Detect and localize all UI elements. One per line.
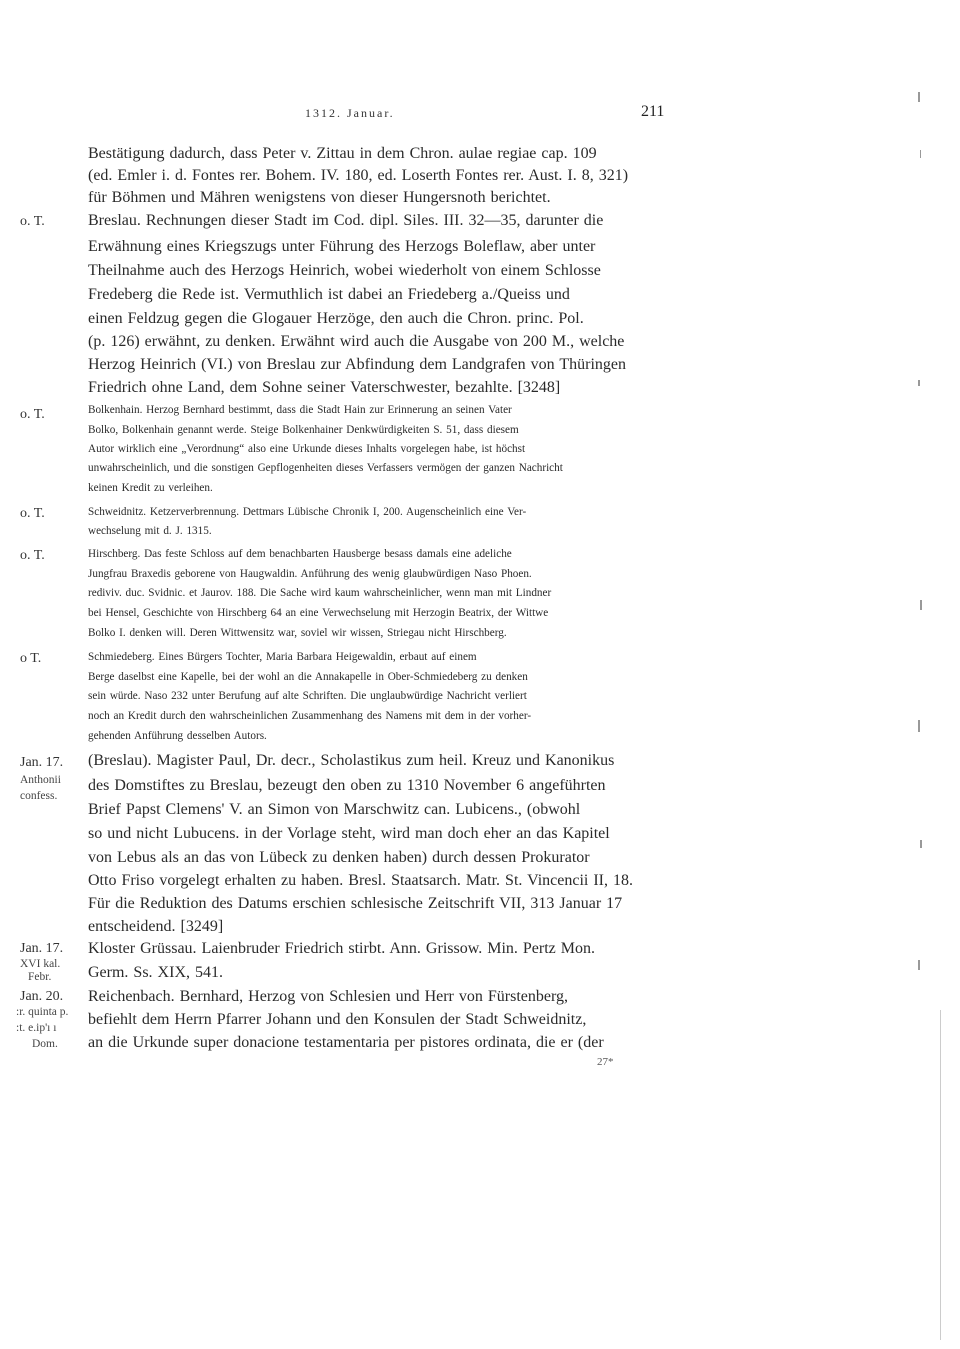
text-line: Breslau. Rechnungen dieser Stadt im Cod. dipl. Siles. III. 32—35, darunter die — [88, 212, 604, 229]
text-line: Friedrich ohne Land, dem Sohne seiner Vaterschwester, bezahlte. [3248] — [88, 379, 561, 396]
scan-artifact — [920, 150, 921, 158]
text-line: Herzog Heinrich (VI.) von Breslau zur Abfindung dem Landgrafen von Thüringen — [88, 356, 626, 373]
scan-edge-line — [940, 1010, 941, 1340]
margin-note: o. T. — [20, 506, 45, 521]
margin-note: o. T. — [20, 214, 45, 229]
margin-note: :r. quinta p. — [16, 1006, 69, 1018]
text-line: gehenden Anführung desselben Autors. — [88, 730, 267, 742]
text-line: Bolko, Bolkenhain genannt werde. Steige Bolkenhainer Denkwürdigkeiten S. 51, dass diesem — [88, 424, 519, 436]
text-line: (p. 126) erwähnt, zu denken. Erwähnt wird auch die Ausgabe von 200 M., welche — [88, 333, 625, 350]
text-line: Bolko I. denken will. Deren Wittwensitz war, soviel wir wissen, Striegau nicht Hirschberg. — [88, 627, 507, 639]
running-header: 1312. Januar. — [305, 106, 395, 120]
text-line: Schmiedeberg. Eines Bürgers Tochter, Maria Barbara Heigewaldin, erbaut auf einem — [88, 651, 477, 663]
scan-artifact — [918, 720, 920, 732]
text-line: Berge daselbst eine Kapelle, bei der wohl an die Annakapelle in Ober-Schmiedeberg zu denken — [88, 671, 528, 683]
text-line: Autor wirklich eine „Verordnung“ also eine Urkunde dieses Inhalts vorgelegen habe, ist höchst — [88, 443, 526, 455]
text-line: Für die Reduktion des Datums erschien schlesische Zeitschrift VII, 313 Januar 17 — [88, 895, 623, 912]
text-line: Erwähnung eines Kriegszugs unter Führung des Herzogs Boleflaw, aber unter — [88, 238, 596, 255]
text-line: Schweidnitz. Ketzerverbrennung. Dettmars Lübische Chronik I, 200. Augenscheinlich eine Ver- — [88, 506, 527, 518]
margin-note: Jan. 20. — [20, 989, 64, 1004]
text-line: befiehlt dem Herrn Pfarrer Johann und den Konsulen der Stadt Schweidnitz, — [88, 1011, 587, 1028]
text-line: Theilnahme auch des Herzogs Heinrich, wobei wiederholt von einem Schlosse — [88, 262, 601, 279]
text-line: Germ. Ss. XIX, 541. — [88, 964, 223, 981]
scan-artifact — [918, 960, 920, 970]
signature-mark: 27* — [597, 1056, 614, 1068]
text-line: Fredeberg die Rede ist. Vermuthlich ist dabei an Friedeberg a./Queiss und — [88, 286, 570, 303]
text-line: Hirschberg. Das feste Schloss auf dem benachbarten Hausberge besass damals eine adeliche — [88, 548, 512, 560]
text-line: rediviv. duc. Svidnic. et Jaurov. 188. Die Sache wird kaum wahrscheinlicher, wenn man mit Lindner — [88, 587, 552, 599]
text-line: Bolkenhain. Herzog Bernhard bestimmt, dass die Stadt Hain zur Erinnerung an seinen Vater — [88, 404, 512, 416]
text-line: Reichenbach. Bernhard, Herzog von Schlesien und Herr von Fürstenberg, — [88, 988, 569, 1005]
text-line: Otto Friso vorgelegt erhalten zu haben. Bresl. Staatsarch. Matr. St. Vincencii II, 18. — [88, 872, 633, 889]
text-line: Kloster Grüssau. Laienbruder Friedrich stirbt. Ann. Grissow. Min. Pertz Mon. — [88, 940, 595, 957]
margin-note: Dom. — [32, 1038, 58, 1050]
scan-artifact — [918, 92, 920, 102]
margin-note: Jan. 17. — [20, 941, 64, 956]
text-line: des Domstiftes zu Breslau, bezeugt den oben zu 1310 November 6 angeführten — [88, 777, 606, 794]
text-line: sein würde. Naso 232 unter Berufung auf alte Schriften. Die unglaubwürdige Nachricht verliert — [88, 690, 527, 702]
text-line: noch an Kredit durch den wahrscheinlichen Zusammenhang des Namens mit dem in der vorher- — [88, 710, 532, 722]
text-line: entscheidend. [3249] — [88, 918, 224, 935]
text-line: von Lebus als an das von Lübeck zu denken haben) durch dessen Prokurator — [88, 849, 590, 866]
scan-artifact — [920, 840, 922, 848]
text-line: bei Hensel, Geschichte von Hirschberg 64 an eine Verwechselung mit Herzogin Beatrix, der Wittwe — [88, 607, 549, 619]
page-number: 211 — [641, 103, 665, 120]
text-line: keinen Kredit zu verleihen. — [88, 482, 213, 494]
margin-note: confess. — [20, 790, 58, 802]
text-line: Brief Papst Clemens' V. an Simon von Marschwitz can. Lubicens., (obwohl — [88, 801, 581, 818]
scan-artifact — [918, 380, 920, 386]
margin-note: :t. e.ip'ı ı — [16, 1022, 57, 1034]
text-line: Jungfrau Braxedis geborene von Haugwaldin. Anführung des wenig glaubwürdigen Naso Phoen. — [88, 568, 532, 580]
margin-note: XVI kal. — [20, 958, 61, 970]
margin-note: Jan. 17. — [20, 755, 64, 770]
text-line: an die Urkunde super donacione testamentaria per pistores ordinata, die er (der — [88, 1034, 604, 1051]
margin-note: o T. — [20, 651, 42, 666]
text-line: (Breslau). Magister Paul, Dr. decr., Scholastikus zum heil. Kreuz und Kanonikus — [88, 752, 615, 769]
text-line: so und nicht Lubucens. in der Vorlage steht, wird man doch eher an das Kapitel — [88, 825, 610, 842]
text-line: unwahrscheinlich, und die sonstigen Gepflogenheiten dieses Verfassers vermögen der ganzen Nachricht — [88, 462, 563, 474]
text-line: (ed. Emler i. d. Fontes rer. Bohem. IV. 180, ed. Loserth Fontes rer. Aust. I. 8, 321) — [88, 167, 629, 184]
text-line: Bestätigung dadurch, dass Peter v. Zittau in dem Chron. aulae regiae cap. 109 — [88, 145, 597, 162]
text-line: für Böhmen und Mähren wenigstens von dieser Hungersnoth berichtet. — [88, 189, 551, 206]
margin-note: o. T. — [20, 407, 45, 422]
margin-note: Febr. — [28, 971, 52, 983]
text-line: wechselung mit d. J. 1315. — [88, 525, 212, 537]
text-line: einen Feldzug gegen die Glogauer Herzöge, den auch die Chron. princ. Pol. — [88, 310, 584, 327]
margin-note: o. T. — [20, 548, 45, 563]
margin-note: Anthonii — [20, 774, 61, 786]
scan-artifact — [920, 600, 922, 610]
